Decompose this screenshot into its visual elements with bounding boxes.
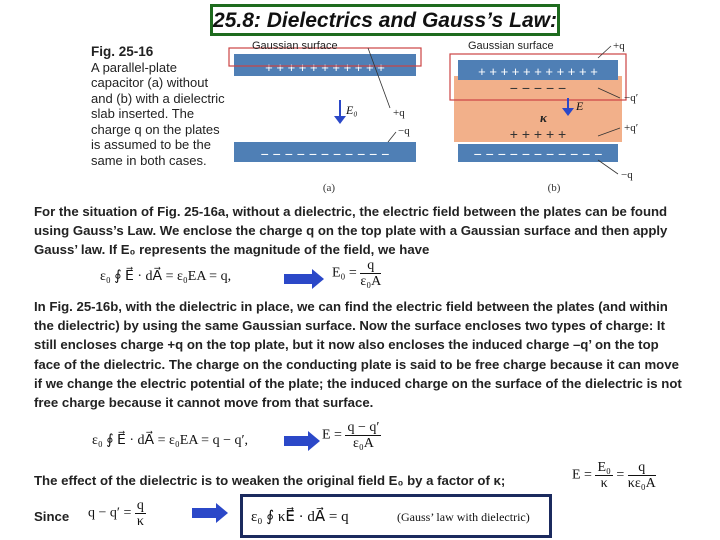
plus-q-a: +q — [393, 107, 405, 119]
arrow-icon — [284, 274, 314, 284]
bottom-signs-a: − − − − − − − − − − − — [260, 146, 390, 162]
paragraph-3: The effect of the dielectric is to weaken the original field E₀ by a factor of κ; — [34, 473, 506, 488]
page-title: 25.8: Dielectrics and Gauss’s Law: — [210, 4, 560, 36]
gauss-law-dielectric-box — [240, 494, 552, 538]
eq3-num1: E₀ — [597, 460, 611, 475]
top-signs-b: + + + + + + + + + + + — [478, 64, 598, 79]
frac — [345, 420, 381, 451]
e0-numerator: q — [360, 258, 381, 274]
figure-label: Fig. 25-16 — [91, 44, 154, 59]
minus-q-a: −q — [398, 125, 410, 137]
frac — [628, 460, 656, 491]
surface-label-a: Gaussian surface — [252, 40, 338, 52]
leader-line — [598, 160, 618, 174]
plus-q-prime-b: +q′ — [624, 122, 639, 134]
top-signs-a: + + + + + + + + + + + — [265, 60, 385, 75]
eq3-den2: κε₀A — [627, 476, 656, 491]
sub-label-a: (a) — [322, 182, 336, 194]
capacitor-figure — [228, 38, 668, 196]
frac — [595, 460, 612, 491]
surface-label-b: Gaussian surface — [468, 40, 554, 52]
eq3-lhs: E = — [572, 467, 592, 483]
eq4-denominator: κ — [136, 514, 144, 529]
field-equation-e — [322, 420, 381, 451]
dielectric-top-signs: − − − − − — [509, 80, 567, 96]
field-reduction-equation — [572, 460, 656, 491]
paragraph-1: For the situation of Fig. 25-16a, without a dielectric, the electric field between the plates can be found using Gauss’s Law. We enclose the charge q on the top plate with a Gaussian surface and then apply Gauss’ law. If E₀ represents the magnitude of the field, we have — [34, 204, 668, 258]
eq4-lhs: q − q′ = — [88, 505, 132, 521]
plus-q-b: +q — [613, 40, 625, 52]
paragraph-2: In Fig. 25-16b, with the dielectric in place, we can find the electric field between the plates (and within the dielectric) by using the same Gaussian surface. Now the surface encloses two types of charge: It still encloses charge +q on the top plate, but it now also encloses the induced charge –q’ on the top face of the dielectric. The charge on the conducting plate is said to be free charge because it can move if we change the electric potential of the plate; the induced charge on the surface of the dielectric is not free charge because it cannot move from that surface. — [34, 299, 682, 411]
since-label: Since — [34, 509, 70, 524]
frac — [360, 258, 381, 289]
sub-label-b: (b) — [547, 182, 561, 194]
induced-charge-equation — [88, 498, 146, 529]
leader-line — [598, 46, 611, 58]
kappa-label: κ — [540, 110, 547, 125]
panel-a — [229, 40, 421, 194]
e-numerator: q − q′ — [347, 420, 380, 435]
eq4-numerator: q — [136, 498, 144, 513]
panel-b — [450, 40, 638, 194]
field-label-a: E₀ — [346, 103, 358, 117]
field-arrow-a-head — [334, 116, 346, 124]
gauss-law-equation-no-dielectric: ε₀ ∮ E⃗ · dA⃗ = ε₀EA = q, — [100, 269, 232, 284]
frac — [135, 498, 146, 529]
minus-q-b: −q — [621, 169, 633, 181]
eq3-num2: q — [628, 460, 656, 476]
e0-denominator: ε₀A — [360, 274, 382, 289]
eq3-equals: = — [616, 467, 625, 483]
gauss-law-equation-induced: ε₀ ∮ E⃗ · dA⃗ = ε₀EA = q − q′, — [92, 433, 249, 448]
field-equation-e0 — [332, 258, 381, 289]
leader-line — [388, 132, 396, 142]
dielectric-bottom-signs: + + + + + — [509, 126, 567, 142]
e0-lhs: E₀ = — [332, 265, 357, 281]
caption-text: A parallel-plate capacitor (a) without and (b) with a dielectric slab inserted. The charge q on the plates is assumed to be the same in both cases. — [91, 59, 225, 168]
boxed-note: (Gauss’ law with dielectric) — [397, 510, 530, 524]
e-denominator: ε₀A — [353, 436, 374, 451]
minus-q-prime-b: −q′ — [624, 92, 639, 104]
arrow-icon — [284, 436, 310, 446]
figure-caption — [91, 44, 226, 168]
field-label-b: E — [576, 99, 584, 113]
eq3-den1: κ — [600, 476, 608, 491]
e-lhs: E = — [322, 427, 342, 443]
boxed-equation: ε₀ ∮ κE⃗ · dA⃗ = q — [251, 509, 349, 525]
bottom-signs-b: − − − − − − − − − − − — [473, 146, 603, 162]
arrow-icon — [192, 508, 218, 518]
